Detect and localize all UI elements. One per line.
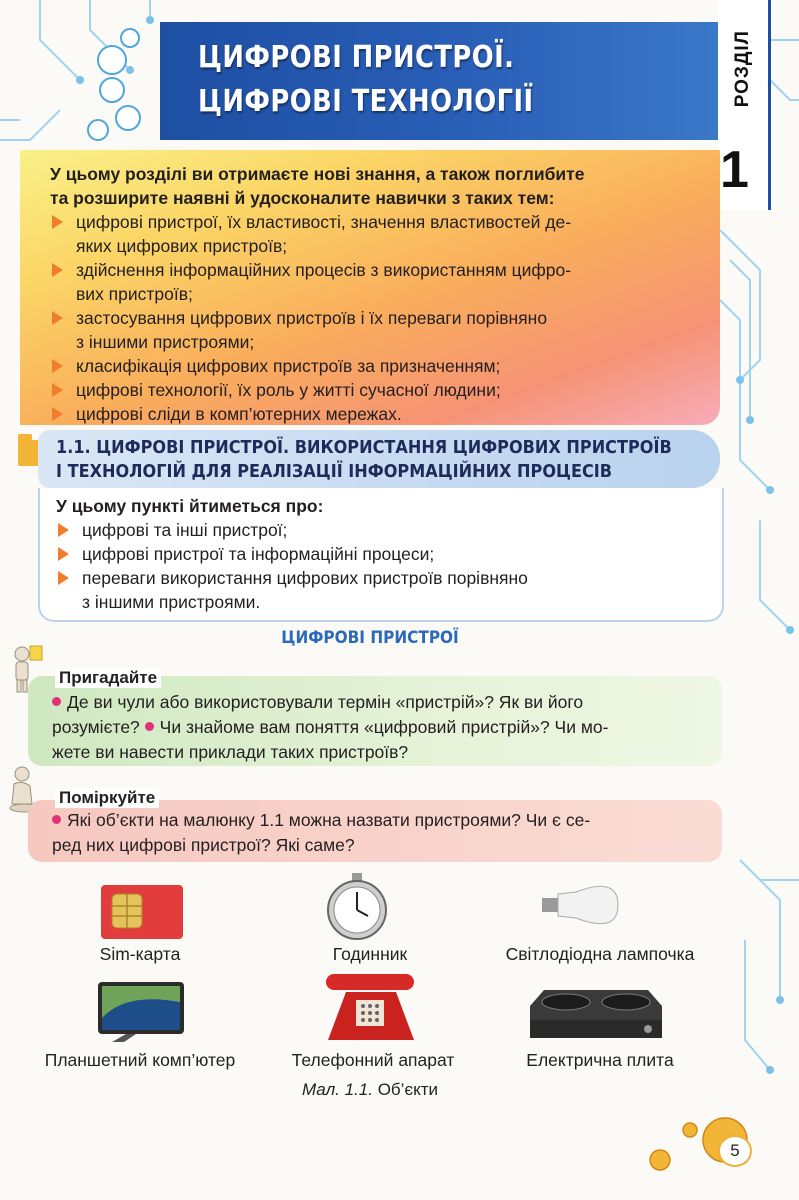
bullet-arrow-icon xyxy=(52,383,63,397)
intro-lead-line1: У цьому розділі ви отримаєте нові знання, а також поглибите xyxy=(50,164,585,184)
tablet-icon xyxy=(96,978,188,1044)
figure-label-tablet: Планшетний комп’ютер xyxy=(44,1050,236,1070)
telephone-icon xyxy=(318,970,422,1042)
section-heading-line2: І ТЕХНОЛОГІЙ ДЛЯ РЕАЛІЗАЦІЇ ІНФОРМАЦІЙНИХ ПРОЦЕСІВ xyxy=(56,462,613,482)
think-line1: Які об’єкти на малюнку 1.1 можна назвати пристроями? Чи є се- xyxy=(67,810,591,830)
think-line2: ред них цифрові пристрої? Які саме? xyxy=(52,835,355,855)
electric-stove-icon xyxy=(526,986,666,1044)
chapter-tab xyxy=(718,0,771,210)
list-item xyxy=(50,402,710,426)
remember-text xyxy=(52,690,712,765)
chapter-number: 1 xyxy=(720,141,749,199)
figure-label-stove: Електрична плита xyxy=(526,1050,674,1070)
think-text xyxy=(52,808,712,858)
figure-label-clock: Годинник xyxy=(332,944,408,964)
remember-label: Пригадайте xyxy=(55,668,161,688)
list-item-text: класифікація цифрових пристроїв за призначенням; xyxy=(76,356,501,376)
remember-line3: жете ви навести приклади таких пристроїв? xyxy=(52,742,409,762)
figure-caption-label: Мал. 1.1. xyxy=(301,1080,373,1099)
figure-label-sim-card: Sim-карта xyxy=(99,944,181,964)
list-item-text: з іншими пристроями. xyxy=(82,592,261,612)
bullet-arrow-icon xyxy=(52,215,63,229)
led-bulb-icon xyxy=(540,880,620,930)
list-item-text: здійснення інформаційних процесів з використанням цифро- xyxy=(76,260,572,280)
bullet-arrow-icon xyxy=(58,571,69,585)
chapter-title-line2: ЦИФРОВІ ТЕХНОЛОГІЇ xyxy=(198,84,534,119)
list-item xyxy=(50,258,710,306)
remember-line1: Де ви чули або використовували термін «пристрій»? Як ви його xyxy=(67,692,584,712)
bullet-arrow-icon xyxy=(58,547,69,561)
stopwatch-icon xyxy=(322,872,392,942)
list-item-text: з іншими пристроями; xyxy=(76,332,255,352)
section-heading xyxy=(56,436,672,484)
figure-caption xyxy=(0,1080,740,1100)
list-item-text: цифрові технології, їх роль у житті сучасної людини; xyxy=(76,380,501,400)
intro-lead-line2: та розширите наявні й удосконалите навички з таких тем: xyxy=(50,188,555,208)
page-number: 5 xyxy=(718,1135,752,1167)
list-item xyxy=(50,354,710,378)
bullet-arrow-icon xyxy=(58,523,69,537)
remember-line2a: розумієте? xyxy=(52,717,140,737)
remember-line2b: Чи знайоме вам поняття «цифровий пристрій»? Чи мо- xyxy=(159,717,609,737)
section-summary xyxy=(56,494,696,614)
figure-label-led-bulb: Світлодіодна лампочка xyxy=(505,944,695,964)
section-heading-line1: 1.1. ЦИФРОВІ ПРИСТРОЇ. ВИКОРИСТАННЯ ЦИФРОВИХ ПРИСТРОЇВ xyxy=(56,438,672,458)
list-item-text: цифрові пристрої, їх властивості, значення властивостей де- xyxy=(76,212,572,232)
think-label: Поміркуйте xyxy=(55,788,159,808)
chapter-label: РОЗДІЛ xyxy=(732,30,753,108)
list-item xyxy=(56,542,696,566)
section-items-list xyxy=(56,518,696,614)
list-item-text: цифрові та інші пристрої; xyxy=(82,520,288,540)
list-item xyxy=(56,566,696,614)
bullet-arrow-icon xyxy=(52,263,63,277)
question-dot-icon xyxy=(52,697,61,706)
figure-caption-text: Об’єкти xyxy=(377,1080,439,1099)
question-dot-icon xyxy=(145,722,154,731)
subsection-title: ЦИФРОВІ ПРИСТРОЇ xyxy=(281,628,459,648)
list-item-text: переваги використання цифрових пристроїв порівняно xyxy=(82,568,528,588)
bullet-arrow-icon xyxy=(52,359,63,373)
sim-card-icon xyxy=(100,884,184,940)
intro-topics-list xyxy=(50,210,710,426)
list-item-text: застосування цифрових пристроїв і їх переваги порівняно xyxy=(76,308,548,328)
question-dot-icon xyxy=(52,815,61,824)
chapter-banner xyxy=(160,22,720,140)
bullet-arrow-icon xyxy=(52,311,63,325)
list-item-text: цифрові пристрої та інформаційні процеси; xyxy=(82,544,435,564)
chapter-title-line1: ЦИФРОВІ ПРИСТРОЇ. xyxy=(198,40,515,75)
list-item-text: вих пристроїв; xyxy=(76,284,193,304)
list-item-text: яких цифрових пристроїв; xyxy=(76,236,288,256)
list-item xyxy=(56,518,696,542)
list-item xyxy=(50,210,710,258)
list-item xyxy=(50,378,710,402)
section-lead: У цьому пункті йтиметься про: xyxy=(56,496,324,516)
list-item-text: цифрові сліди в комп’ютерних мережах. xyxy=(76,404,402,424)
list-item xyxy=(50,306,710,354)
figure-label-telephone: Телефонний апарат xyxy=(291,1050,455,1070)
bullet-arrow-icon xyxy=(52,407,63,421)
intro-text xyxy=(50,162,710,426)
